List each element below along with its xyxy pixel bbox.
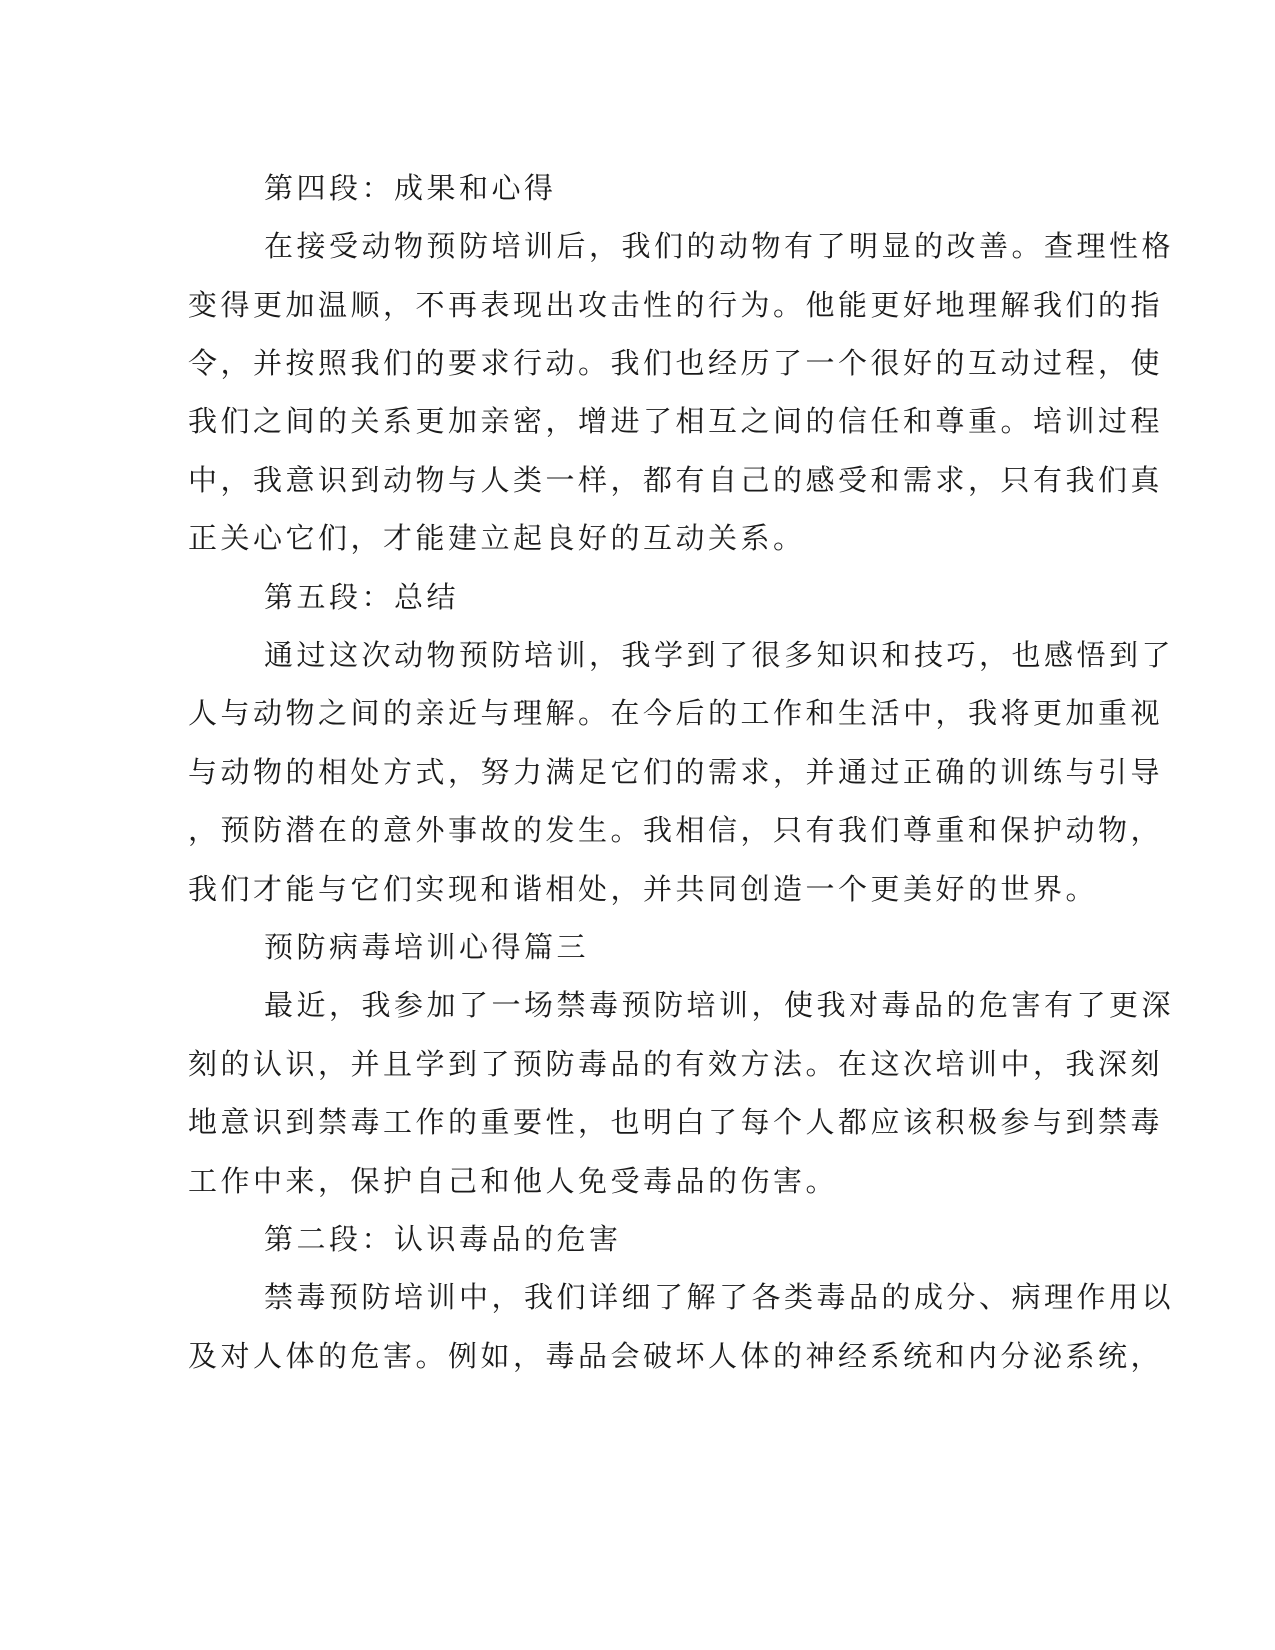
paragraph-line: 工作中来，保护自己和他人免受毒品的伤害。 <box>188 1164 839 1198</box>
paragraph-line: 令，并按照我们的要求行动。我们也经历了一个很好的互动过程，使 <box>188 346 1164 380</box>
section-heading-4: 第四段：成果和心得 <box>264 171 557 205</box>
paragraph-line: 人与动物之间的亲近与理解。在今后的工作和生活中，我将更加重视 <box>188 696 1164 730</box>
paragraph-line: 刻的认识，并且学到了预防毒品的有效方法。在这次培训中，我深刻 <box>188 1047 1164 1081</box>
paragraph-line: 变得更加温顺，不再表现出攻击性的行为。他能更好地理解我们的指 <box>188 288 1164 322</box>
paragraph-line: 与动物的相处方式，努力满足它们的需求，并通过正确的训练与引导 <box>188 755 1164 789</box>
paragraph-line: 中，我意识到动物与人类一样，都有自己的感受和需求，只有我们真 <box>188 463 1164 497</box>
paragraph-line: 正关心它们，才能建立起良好的互动关系。 <box>188 521 806 555</box>
article-title: 预防病毒培训心得篇三 <box>264 930 590 964</box>
paragraph-line: 地意识到禁毒工作的重要性，也明白了每个人都应该积极参与到禁毒 <box>188 1105 1164 1139</box>
section-heading-2: 第二段：认识毒品的危害 <box>264 1222 622 1256</box>
paragraph-line: 最近，我参加了一场禁毒预防培训，使我对毒品的危害有了更深 <box>264 988 1175 1022</box>
paragraph-line: 及对人体的危害。例如，毒品会破坏人体的神经系统和内分泌系统， <box>188 1339 1164 1373</box>
paragraph-line: 在接受动物预防培训后，我们的动物有了明显的改善。查理性格 <box>264 229 1175 263</box>
section-heading-5: 第五段：总结 <box>264 580 460 614</box>
paragraph-line: ，预防潜在的意外事故的发生。我相信，只有我们尊重和保护动物， <box>188 813 1164 847</box>
paragraph-line: 禁毒预防培训中，我们详细了解了各类毒品的成分、病理作用以 <box>264 1280 1175 1314</box>
paragraph-line: 我们之间的关系更加亲密，增进了相互之间的信任和尊重。培训过程 <box>188 404 1164 438</box>
paragraph-line: 我们才能与它们实现和谐相处，并共同创造一个更美好的世界。 <box>188 872 1099 906</box>
paragraph-line: 通过这次动物预防培训，我学到了很多知识和技巧，也感悟到了 <box>264 638 1175 672</box>
